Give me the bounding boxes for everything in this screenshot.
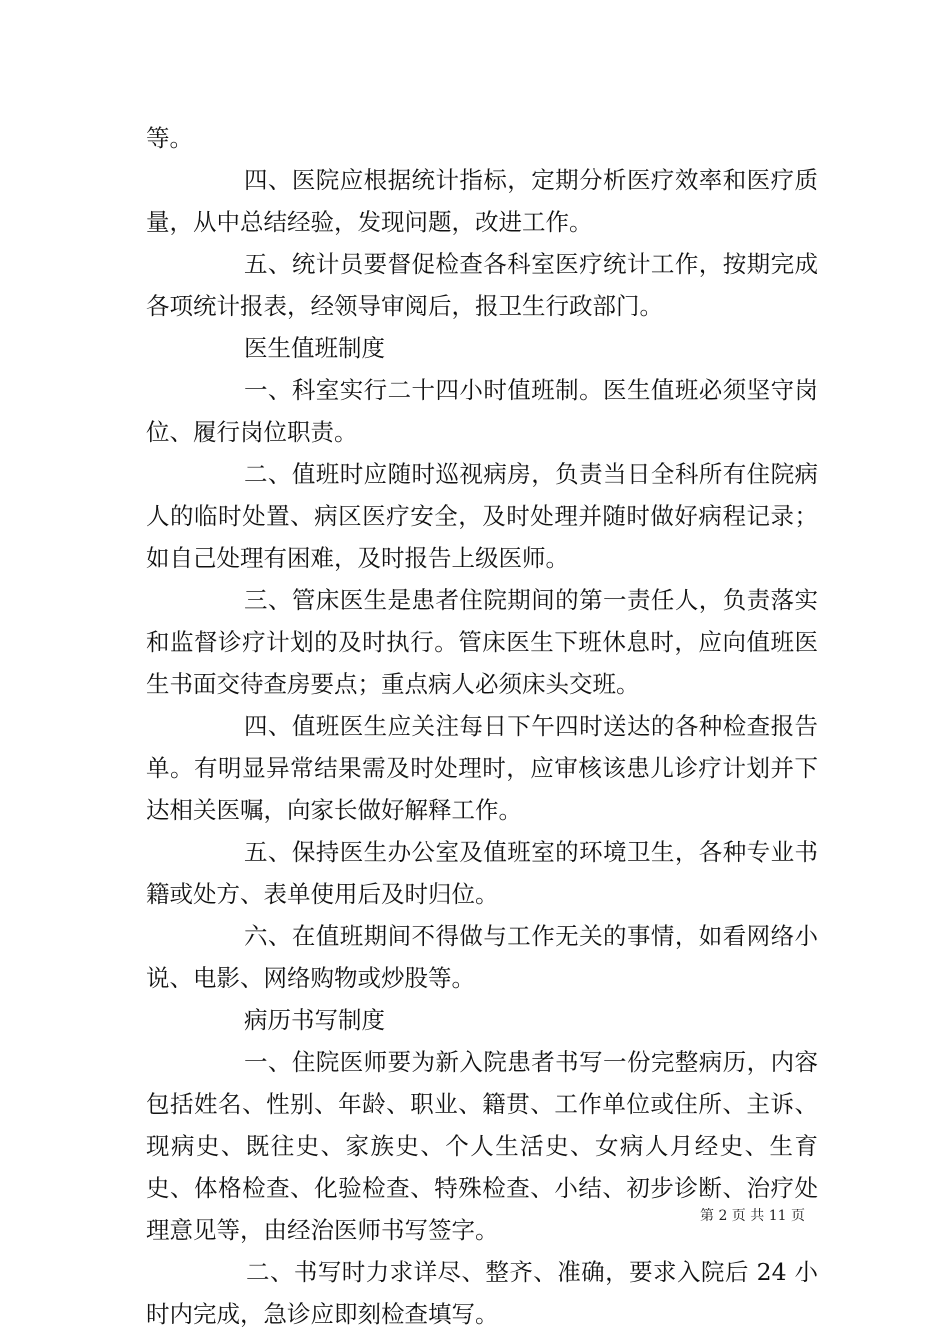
section-heading-records-system: 病历书写制度	[244, 1006, 385, 1034]
paragraph-duty-4: 四、值班医生应关注每日下午四时送达的各种检查报告单。有明显异常结果需及时处理时，应审核该患儿诊疗计划并下达相关医嘱，向家长做好解释工作。	[146, 712, 818, 824]
paragraph-records-1: 一、住院医师要为新入院患者书写一份完整病历，内容包括姓名、性别、年龄、职业、籍贯、工作单位或住所、主诉、现病史、既往史、家族史、个人生活史、女病人月经史、生育史、体格检查、化验检查、特殊检查、小结、初步诊断、治疗处理意见等，由经治医师书写签字。	[146, 1048, 818, 1244]
paragraph-statistics-5: 五、统计员要督促检查各科室医疗统计工作，按期完成各项统计报表，经领导审阅后，报卫生行政部门。	[146, 250, 818, 320]
section-heading-duty-system: 医生值班制度	[244, 334, 385, 362]
paragraph-statistics-4: 四、医院应根据统计指标，定期分析医疗效率和医疗质量，从中总结经验，发现问题，改进工作。	[146, 166, 818, 236]
paragraph-duty-6: 六、在值班期间不得做与工作无关的事情，如看网络小说、电影、网络购物或炒股等。	[146, 922, 818, 992]
page-number-footer: 第 2 页 共 11 页	[700, 1208, 805, 1224]
paragraph-duty-5: 五、保持医生办公室及值班室的环境卫生，各种专业书籍或处方、表单使用后及时归位。	[146, 838, 818, 908]
paragraph-duty-1: 一、科室实行二十四小时值班制。医生值班必须坚守岗位、履行岗位职责。	[146, 376, 818, 446]
paragraph-duty-2: 二、值班时应随时巡视病房，负责当日全科所有住院病人的临时处置、病区医疗安全，及时处理并随时做好病程记录；如自己处理有困难，及时报告上级医师。	[146, 460, 818, 572]
paragraph-continuation: 等。	[146, 124, 193, 152]
document-body	[146, 117, 818, 1335]
paragraph-records-2: 二、书写时力求详尽、整齐、准确，要求入院后 24 小时内完成，急诊应即刻检查填写。	[146, 1258, 818, 1328]
paragraph-duty-3: 三、管床医生是患者住院期间的第一责任人，负责落实和监督诊疗计划的及时执行。管床医生下班休息时，应向值班医生书面交待查房要点；重点病人必须床头交班。	[146, 586, 818, 698]
